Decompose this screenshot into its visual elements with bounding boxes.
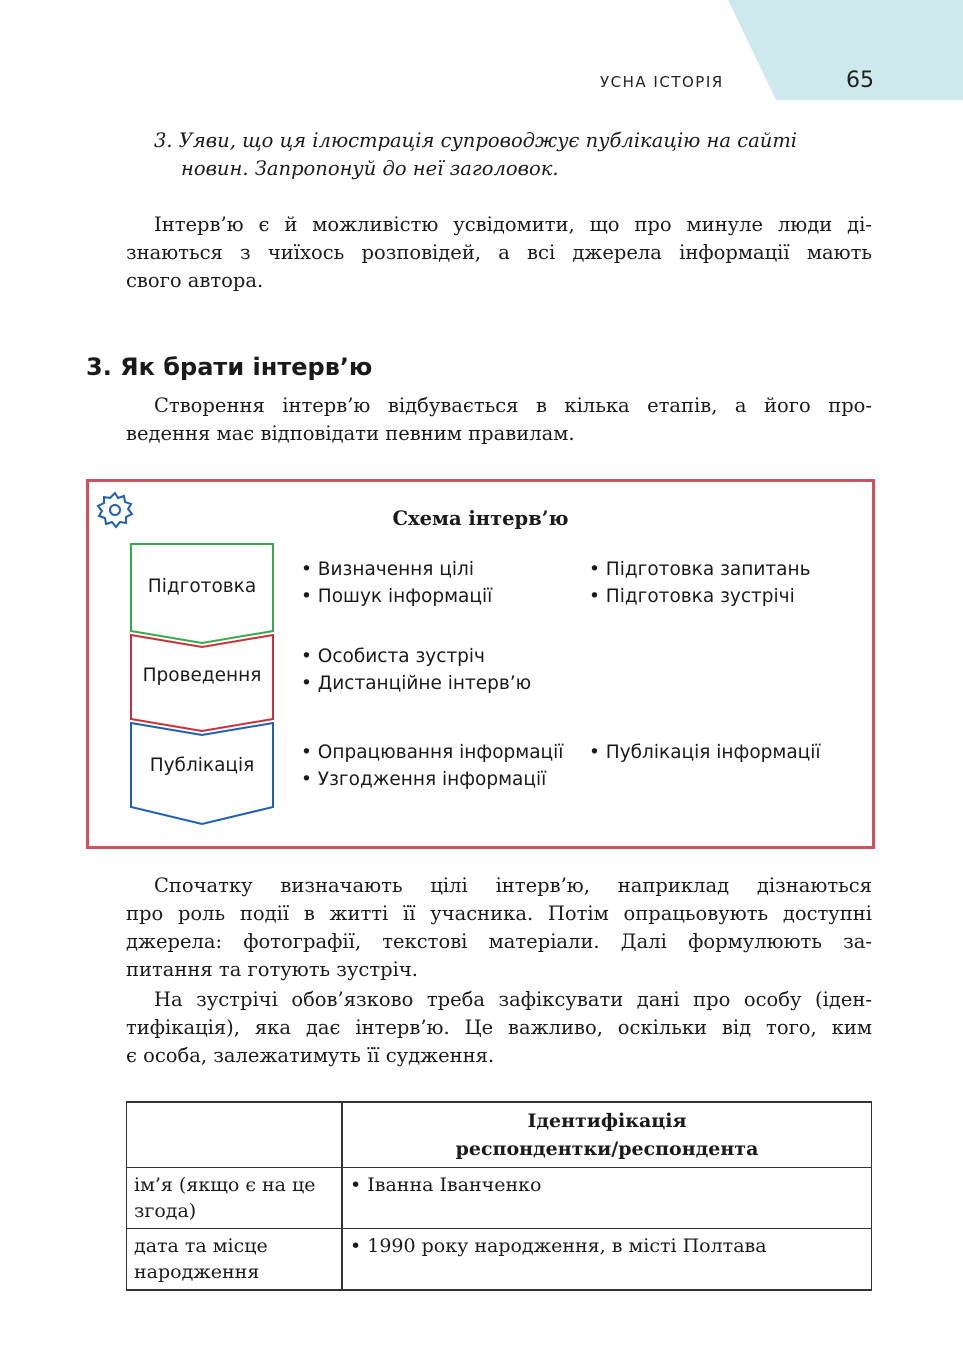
table-header-empty-cell	[127, 1102, 343, 1168]
scheme-bullet: • Підготовка зустрічі	[589, 586, 795, 607]
paragraph-1-line: Інтерв’ю є й можливістю усвідомити, що про минуле люди ді-	[154, 213, 872, 236]
table-header-row	[127, 1102, 872, 1168]
scheme-title: Схема інтерв’ю	[392, 507, 569, 530]
page-number: 65	[846, 68, 874, 93]
table-row	[127, 1229, 872, 1291]
stage-label-preparation: Підготовка	[147, 576, 257, 597]
task-line-1: 3. Уяви, що ця ілюстрація супроводжує публікацію на сайті	[154, 129, 798, 152]
paragraph-2-line: джерела: фотографії, текстові матеріали. Далі формулюють за-	[126, 930, 872, 953]
table-row-label-line: згода)	[134, 1200, 197, 1222]
paragraph-1-line: свого автора.	[126, 269, 264, 292]
scheme-bullet: • Публікація інформації	[589, 742, 821, 763]
table-row	[127, 1168, 872, 1229]
section-heading: 3. Як брати інтерв’ю	[86, 353, 373, 381]
table-header-line: респондентки/респондента	[455, 1138, 759, 1160]
task-line-2: новин. Запропонуй до неї заголовок.	[181, 157, 559, 180]
running-head: УСНА ІСТОРІЯ	[600, 73, 724, 91]
scheme-bullet: • Опрацювання інформації	[301, 742, 564, 763]
header-accent-shape	[0, 0, 963, 110]
section-intro-line: ведення має відповідати певним правилам.	[126, 422, 575, 445]
paragraph-2-line: Спочатку визначають цілі інтерв’ю, наприклад дізнаються	[154, 874, 872, 897]
stage-label-publication: Публікація	[149, 755, 255, 776]
table-row-label-line: ім’я (якщо є на це	[134, 1174, 316, 1196]
scheme-bullet: • Узгодження інформації	[301, 769, 547, 790]
stage-label-conduct: Проведення	[142, 665, 262, 686]
table-row-label-line: дата та місце	[134, 1235, 268, 1257]
table-row-label	[127, 1229, 343, 1291]
table-header-line: Ідентифікація	[527, 1110, 687, 1132]
table-row-label	[127, 1168, 343, 1229]
paragraph-3-line: На зустрічі обов’язково треба зафіксувати дані про особу (іден-	[154, 988, 872, 1011]
paragraph-3-line: є особа, залежатимуть її судження.	[126, 1044, 495, 1067]
table-row-label-line: народження	[134, 1261, 260, 1283]
scheme-bullet: • Особиста зустріч	[301, 646, 485, 667]
scheme-bullet: • Визначення цілі	[301, 559, 474, 580]
identification-table	[126, 1101, 872, 1291]
paragraph-1-line: знаються з чиїхось розповідей, а всі джерела інформації мають	[126, 241, 872, 264]
section-intro-line: Створення інтерв’ю відбувається в кілька етапів, а його про-	[154, 394, 872, 417]
paragraph-3-line: тифікація), яка дає інтерв’ю. Це важливо, оскільки від того, ким	[126, 1016, 872, 1039]
table-header-cell	[342, 1102, 872, 1168]
paragraph-2-line: про роль події в житті її учасника. Потім опрацьовують доступні	[126, 902, 872, 925]
scheme-bullet: • Підготовка запитань	[589, 559, 811, 580]
table-row-value: • Іванна Іванченко	[342, 1168, 872, 1229]
interview-scheme	[86, 479, 875, 849]
scheme-bullet: • Дистанційне інтерв’ю	[301, 673, 532, 694]
table-row-value: • 1990 року народження, в місті Полтава	[342, 1229, 872, 1291]
scheme-bullet: • Пошук інформації	[301, 586, 493, 607]
paragraph-2-line: питання та готують зустріч.	[126, 958, 418, 981]
